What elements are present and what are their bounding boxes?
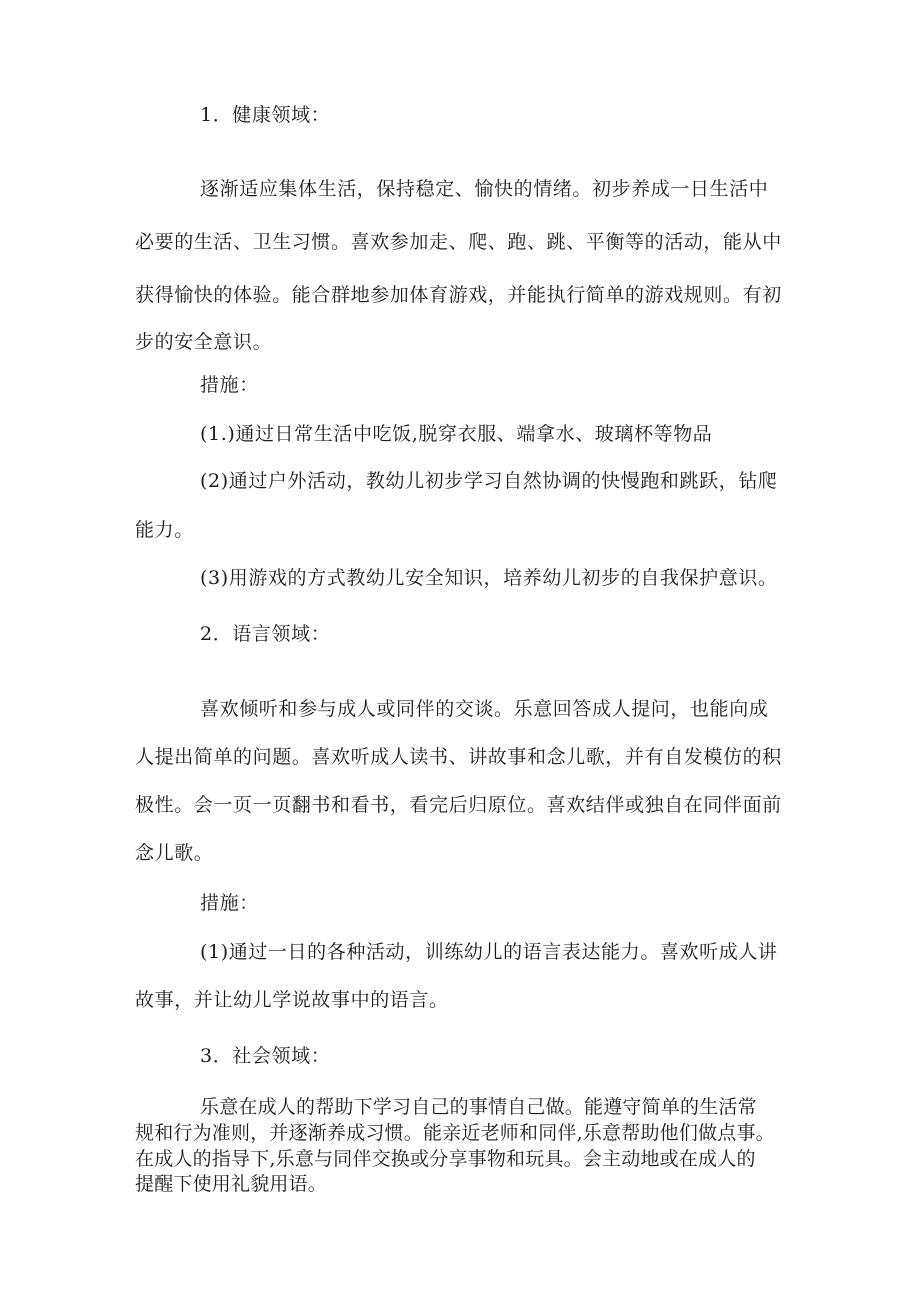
section-heading-language: 2．语言领域： xyxy=(200,623,331,645)
paragraph-line: 逐渐适应集体生活，保持稳定、愉快的情绪。初步养成一日生活中 xyxy=(200,178,769,200)
paragraph-line: 步的安全意识。 xyxy=(135,331,273,353)
measure-item-continued: 故事，并让幼儿学说故事中的语言。 xyxy=(135,989,449,1011)
measure-item: (2)通过户外活动，教幼儿初步学习自然协调的快慢跑和跳跃，钻爬 xyxy=(200,470,778,492)
measures-label: 措施： xyxy=(200,374,259,396)
measure-item: (1)通过一日的各种活动，训练幼儿的语言表达能力。喜欢听成人讲 xyxy=(200,941,778,963)
measure-item: (1.)通过日常生活中吃饭,脱穿衣服、端拿水、玻璃杯等物品 xyxy=(200,423,713,445)
paragraph-line: 极性。会一页一页翻书和看书，看完后归原位。喜欢结伴或独自在同伴面前 xyxy=(135,794,782,816)
measure-item-continued: 能力。 xyxy=(135,519,194,541)
measure-item: (3)用游戏的方式教幼儿安全知识，培养幼儿初步的自我保护意识。 xyxy=(200,567,778,589)
paragraph-line: 规和行为准则，并逐渐养成习惯。能亲近老师和同伴,乐意帮助他们做点事。 xyxy=(135,1122,775,1144)
paragraph-line: 在成人的指导下,乐意与同伴交换或分享事物和玩具。会主动地或在成人的 xyxy=(135,1148,756,1170)
paragraph-line: 人提出简单的问题。喜欢听成人读书、讲故事和念儿歌，并有自发模仿的积 xyxy=(135,746,782,768)
paragraph-line: 获得愉快的体验。能合群地参加体育游戏，并能执行简单的游戏规则。有初 xyxy=(135,284,782,306)
paragraph-line: 念儿歌。 xyxy=(135,842,214,864)
paragraph-line: 必要的生活、卫生习惯。喜欢参加走、爬、跑、跳、平衡等的活动，能从中 xyxy=(135,231,782,253)
paragraph-line: 乐意在成人的帮助下学习自己的事情自己做。能遵守简单的生活常 xyxy=(200,1096,757,1118)
section-heading-health: 1．健康领域： xyxy=(200,104,331,126)
paragraph-line: 喜欢倾听和参与成人或同伴的交谈。乐意回答成人提问，也能向成 xyxy=(200,698,769,720)
section-heading-social: 3．社会领域： xyxy=(200,1045,331,1067)
measures-label: 措施： xyxy=(200,892,259,914)
paragraph-line: 提醒下使用礼貌用语。 xyxy=(135,1173,328,1195)
